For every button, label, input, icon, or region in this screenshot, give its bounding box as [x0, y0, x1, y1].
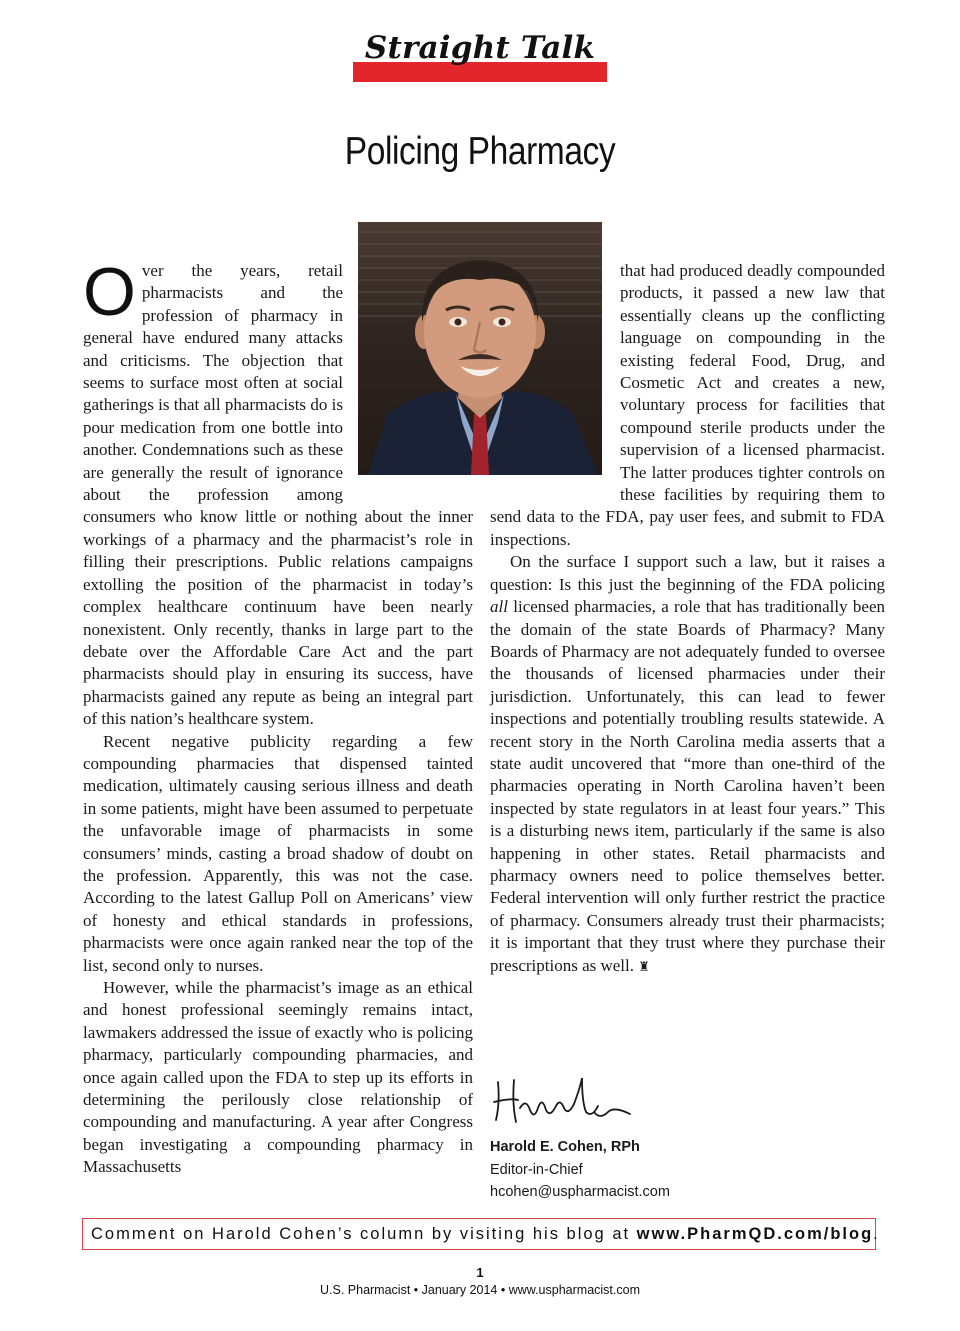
comment-callout-period: .: [873, 1225, 880, 1243]
comment-callout-text: Comment on Harold Cohen’s column by visiting his blog at: [91, 1225, 637, 1243]
page-footer: U.S. Pharmacist • January 2014 • www.uspharmacist.com: [320, 1283, 640, 1297]
article-column-left: [83, 254, 473, 1179]
blog-link[interactable]: www.PharmQD.com/blog: [636, 1225, 874, 1243]
comment-callout-box: [82, 1218, 880, 1250]
article-headline: Policing Pharmacy: [344, 130, 616, 173]
article-paragraph-5: [490, 551, 885, 978]
photo-wrap-space: [490, 260, 620, 496]
paragraph-5-text-a: On the surface I support such a law, but it raises a question: Is this just the beginning of the FDA policing: [490, 552, 885, 594]
paragraph-5-text-b: licensed pharmacies, a role that has traditionally been the domain of the state Boards of Pharmacy? Many Boards of Pharmacy are not adequately funded to oversee the thousands of licensed pharmacies under their jurisdiction. Unfortunately, this can lead to fewer inspections and potentially troubling results statewide. A recent story in the North Carolina media asserts that a state audit uncovered that “more than one-third of the pharmacies operating in North Carolina haven’t been inspected by state regulators in at least four years.” This is a disturbing news item, particularly if the same is also happening in other states. Retail pharmacists and pharmacy owners need to police themselves better. Federal intervention will only further restrict the practice of pharmacy. Consumers already trust their pharmacists; it is important that they trust where they purchase their prescriptions as well.: [490, 597, 885, 975]
handwritten-signature: [490, 1068, 640, 1128]
article-paragraph-4: that had produced deadly compounded products, it passed a new law that essentially cleans up the conflicting language on compounding in the existing federal Food, Drug, and Cosmetic Act and creates a new, voluntary process for facilities that compound sterile products under the supervision of a licensed pharmacist. The latter produces tighter controls on these facilities by requiring them to send data to the FDA, pay user fees, and submit to FDA inspections.: [490, 261, 885, 549]
section-banner: [353, 30, 607, 82]
photo-wrap-space: [343, 260, 473, 496]
article-paragraph-2: Recent negative publicity regarding a few compounding pharmacies that dispensed tainted medication, ultimately causing serious illness and death in some patients, might have been assumed to perpetuate the unfavorable image of pharmacists in some consumers’ minds, casting a broad shadow of doubt on the profession. Apparently, this was not the case. According to the latest Gallup Poll on Americans’ view of honesty and ethical standards in professions, pharmacists were once again ranked near the top of the list, second only to nurses.: [83, 731, 473, 975]
author-email[interactable]: hcohen@uspharmacist.com: [490, 1184, 670, 1200]
author-title: Editor-in-Chief: [490, 1161, 583, 1178]
paragraph-1-text: ver the years, retail pharmacists and the profession of pharmacy in general have endured many attacks and criticisms. The objection that seems to surface most often at social gatherings is that all pharmacists do is pour medication from one bottle into another. Condemnations such as these are generally the result of ignorance about the profession among consumers who know little or nothing about the inner workings of a pharmacy and the pharmacist’s role in filling their prescriptions. Public relations campaigns extolling the position of the pharmacist in today’s complex healthcare continuum have been nearly nonexistent. Only recently, thanks in large part to the debate over the Affordable Care Act and the part pharmacists should play in ensuring its success, have pharmacists gained any repute as being an integral part of this nation’s healthcare system.: [83, 261, 473, 729]
paragraph-5-italic: all: [490, 597, 508, 617]
author-signature-block: [490, 1136, 670, 1204]
article-column-right: [490, 260, 885, 978]
article-paragraph-3: However, while the pharmacist’s image as an ethical and honest professional seemingly remains intact, lawmakers addressed the issue of exactly who is policing pharmacy, particularly compounding pharmacies, and once again called upon the FDA to step up its efforts in determining the perilously close relationship of compounding and manufacturing. A year after Congress began investigating a compounding pharmacy in Massachusetts: [83, 978, 473, 1177]
page-number: 1: [476, 1265, 484, 1280]
end-of-article-icon: ♜: [638, 958, 650, 974]
drop-cap: O: [83, 254, 136, 330]
section-title: Straight Talk: [364, 30, 596, 66]
author-name: Harold E. Cohen, RPh: [490, 1139, 640, 1155]
